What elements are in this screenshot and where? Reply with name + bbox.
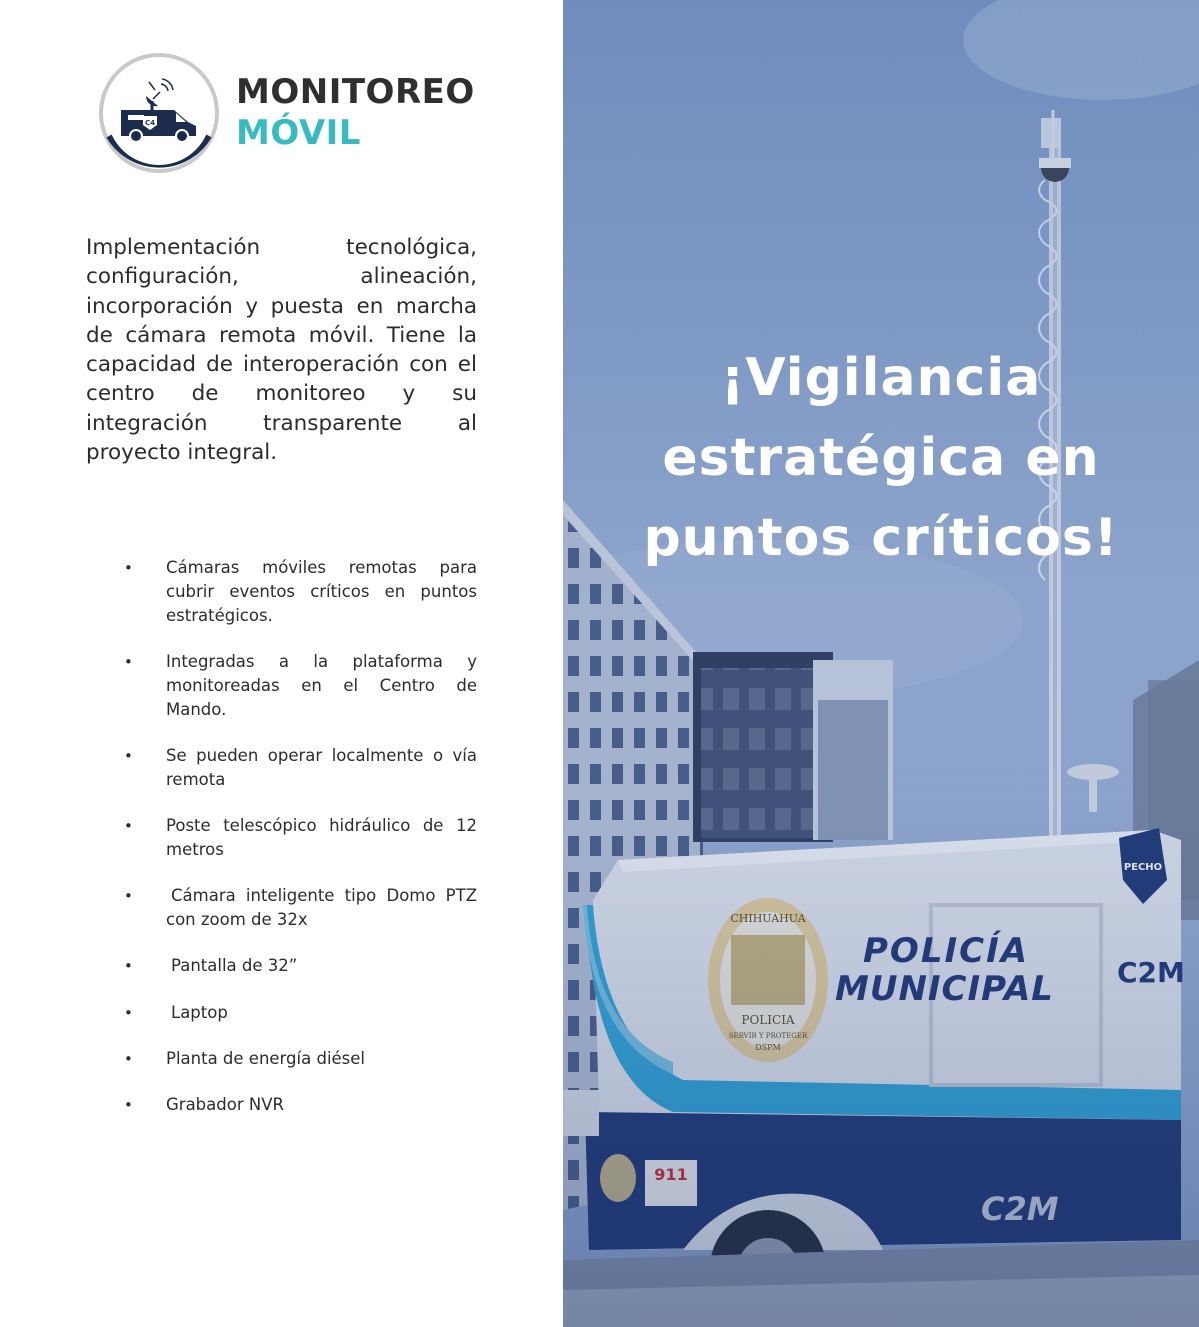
feature-item: • Se pueden operar localmente o vía remota bbox=[120, 744, 477, 792]
photo-tagline bbox=[563, 338, 1199, 578]
feature-item-text: Cámara inteligente tipo Domo PTZ con zoom de 32x bbox=[166, 886, 477, 929]
van-satellite-icon bbox=[98, 52, 220, 174]
feature-item: • Planta de energía diésel bbox=[120, 1047, 477, 1071]
tagline-line-2: estratégica en bbox=[662, 428, 1100, 488]
text-column bbox=[0, 0, 563, 1327]
feature-item: • Integradas a la plataforma y monitoreadas en el Centro de Mando. bbox=[120, 650, 477, 722]
feature-list bbox=[120, 556, 477, 1117]
feature-item-text: Laptop bbox=[171, 1003, 228, 1022]
tagline-line-3: puntos críticos! bbox=[643, 508, 1119, 568]
logo-badge-text: C4 bbox=[144, 119, 156, 127]
feature-item: • Cámaras móviles remotas para cubrir eventos críticos en puntos estratégicos. bbox=[120, 556, 477, 628]
tagline-line-1: ¡Vigilancia bbox=[720, 348, 1042, 408]
title-line-2: MÓVIL bbox=[236, 113, 361, 153]
title-line-1: MONITOREO bbox=[236, 72, 475, 112]
feature-item bbox=[120, 1001, 477, 1025]
page-title bbox=[236, 72, 475, 154]
surveillance-trailer-photo bbox=[563, 0, 1199, 1327]
feature-item: • Poste telescópico hidráulico de 12 metros bbox=[120, 814, 477, 862]
feature-item: • Grabador NVR bbox=[120, 1093, 477, 1117]
intro-paragraph: Implementación tecnológica, configuración, alineación, incorporación y puesta en marcha de cámara remota móvil. Tiene la capacidad de interoperación con el centro de monitoreo y su integración transparente al proyecto integral. bbox=[86, 235, 477, 466]
feature-item-text: Pantalla de 32” bbox=[171, 956, 298, 975]
monitoreo-movil-logo bbox=[98, 52, 220, 174]
feature-item bbox=[120, 954, 477, 978]
trailer-photo-illustration bbox=[563, 0, 1199, 1327]
feature-item bbox=[120, 884, 477, 932]
